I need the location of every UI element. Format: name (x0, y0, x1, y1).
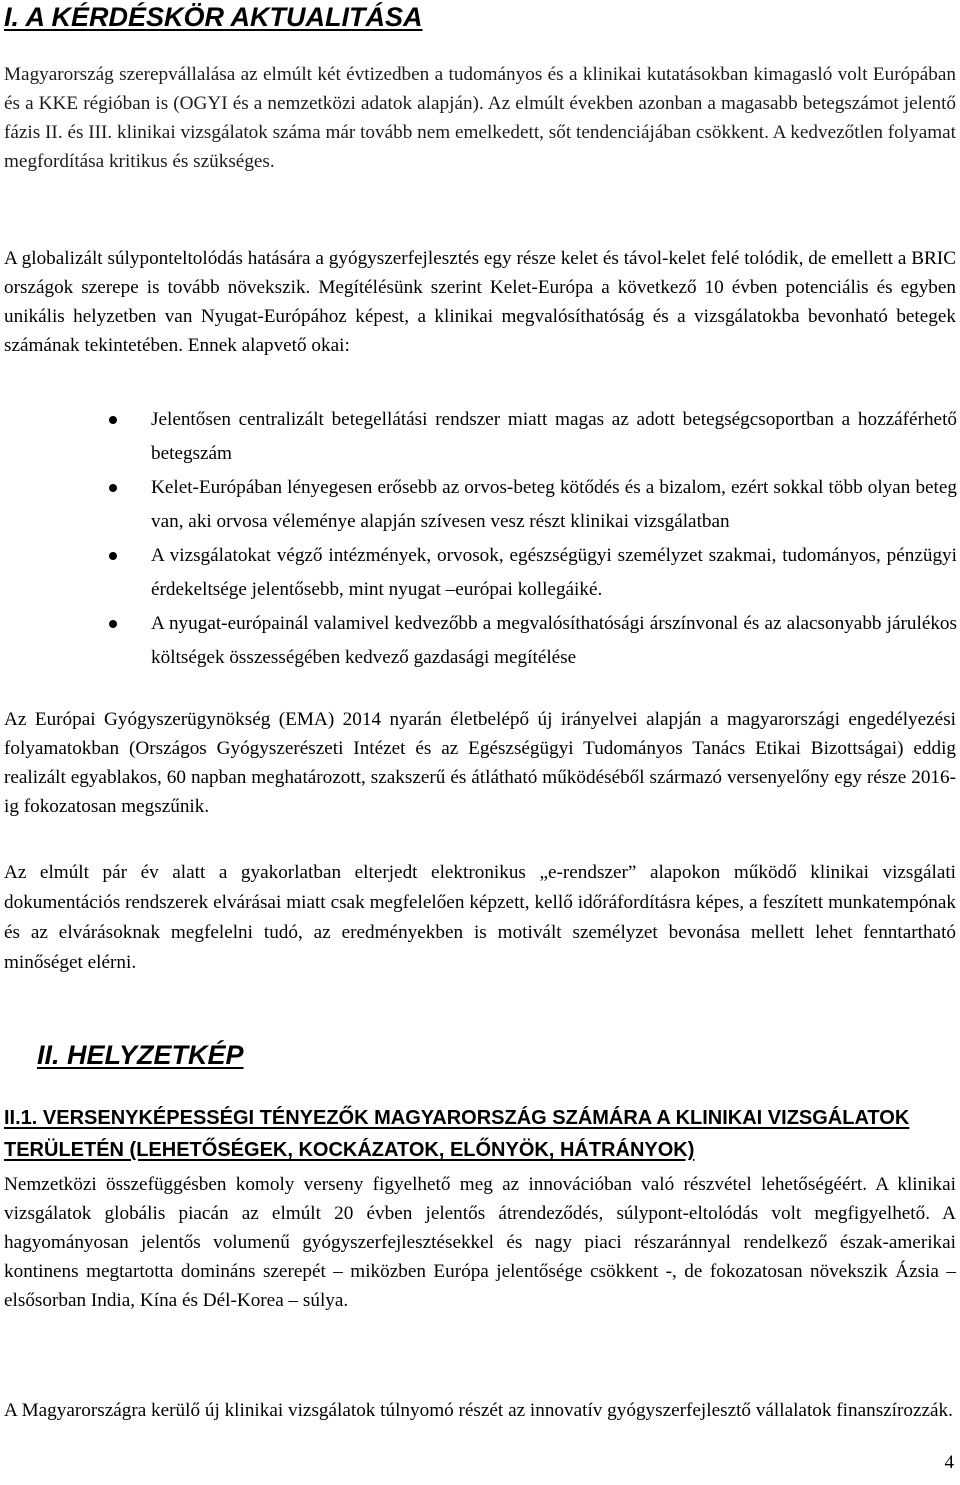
list-item-text: A vizsgálatokat végző intézmények, orvosok, egészségügyi személyzet szakmai, tudományos, pénzügyi érdekeltsége jelentősebb, mint nyugat –európai kollegáiké. (151, 545, 957, 600)
list-item (109, 539, 957, 607)
section-heading-2: II. HELYZETKÉP (37, 1040, 244, 1070)
list-item (109, 471, 957, 539)
paragraph-intro: Magyarország szerepvállalása az elmúlt két évtizedben a tudományos és a klinikai kutatásokban kimagasló volt Európában és a KKE régióban is (OGYI és a nemzetközi adatok alapján). Az elmúlt években azonban a magasabb betegszámot jelentő fázis II. és III. klinikai vizsgálatok száma már tovább nem emelkedett, sőt tendenciájában csökkent. A kedvezőtlen folyamat megfordítása kritikus és szükséges. (4, 64, 956, 172)
subsection-heading: II.1. VERSENYKÉPESSÉGI TÉNYEZŐK MAGYARORSZÁG SZÁMÁRA A KLINIKAI VIZSGÁLATOK TERÜLETÉN (LEHETŐSÉGEK, KOCKÁZATOK, ELŐNYÖK, HÁTRÁNYOK) (4, 1107, 910, 1161)
paragraph-competition: Nemzetközi összefüggésben komoly verseny figyelhető meg az innovációban való részvétel lehetőségéért. A klinikai vizsgálatok globális piacán az elmúlt 20 évben jelentős átrendeződés, súlypont-eltolódás volt megfigyelhető. A hagyományosan jelentős volumenű gyógyszerfejlesztésekkel és nagy piaci részaránnyal rendelkező észak-amerikai kontinens megtartotta domináns szerepét – miközben Európa jelentősége csökkent -, de fokozatosan növekszik Ázsia – elsősorban India, Kína és Dél-Korea – súlya. (4, 1174, 956, 1311)
bullet-icon (109, 416, 117, 424)
section-heading-1: I. A KÉRDÉSKÖR AKTUALITÁSA (4, 2, 423, 32)
list-item-text: A nyugat-európainál valamivel kedvezőbb a megvalósíthatósági árszínvonal és az alacsonyabb járulékos költségek összességében kedvező gazdasági megítélése (151, 613, 957, 668)
bullet-icon (109, 620, 117, 628)
list-item (109, 403, 957, 471)
reasons-list (109, 403, 957, 675)
page-number: 4 (944, 1452, 954, 1473)
list-item (109, 607, 957, 675)
paragraph-globalization: A globalizált súlyponteltolódás hatására a gyógyszerfejlesztés egy része kelet és távol-kelet felé tolódik, de emellett a BRIC országok szerepe is tovább növekszik. Megítélésünk szerint Kelet-Európa a következő 10 évben potenciális és egyben unikális helyzetben van Nyugat-Európához képest, a klinikai megvalósíthatóság és a vizsgálatokba bevonható betegek számának tekintetében. Ennek alapvető okai: (4, 248, 956, 356)
bullet-icon (109, 552, 117, 560)
paragraph-e-system: Az elmúlt pár év alatt a gyakorlatban elterjedt elektronikus „e-rendszer” alapokon működő klinikai vizsgálati dokumentációs rendszerek elvárásai miatt csak megfelelően képzett, kellő időráfordításra képes, a feszített munkatempónak és az elvárásoknak megfelelni tudó, az eredményekben is motivált személyzet bevonása mellett lehet fenntartható minőséget elérni. (4, 862, 956, 973)
paragraph-ema: Az Európai Gyógyszerügynökség (EMA) 2014 nyarán életbelépő új irányelvei alapján a magyarországi engedélyezési folyamatokban (Országos Gyógyszerészeti Intézet és az Egészségügyi Tudományos Tanács Etikai Bizottságai) eddig realizált egyablakos, 60 napban meghatározott, szakszerű és átlátható működéséből származó versenyelőny egy része 2016-ig fokozatosan megszűnik. (4, 709, 956, 817)
bullet-icon (109, 484, 117, 492)
paragraph-funding: A Magyarországra kerülő új klinikai vizsgálatok túlnyomó részét az innovatív gyógyszerfejlesztő vállalatok finanszírozzák. (4, 1400, 953, 1421)
list-item-text: Kelet-Európában lényegesen erősebb az orvos-beteg kötődés és a bizalom, ezért sokkal több olyan beteg van, aki orvosa véleménye alapján szívesen vesz részt klinikai vizsgálatban (151, 477, 957, 532)
list-item-text: Jelentősen centralizált betegellátási rendszer miatt magas az adott betegségcsoportban a hozzáférhető betegszám (151, 409, 957, 464)
